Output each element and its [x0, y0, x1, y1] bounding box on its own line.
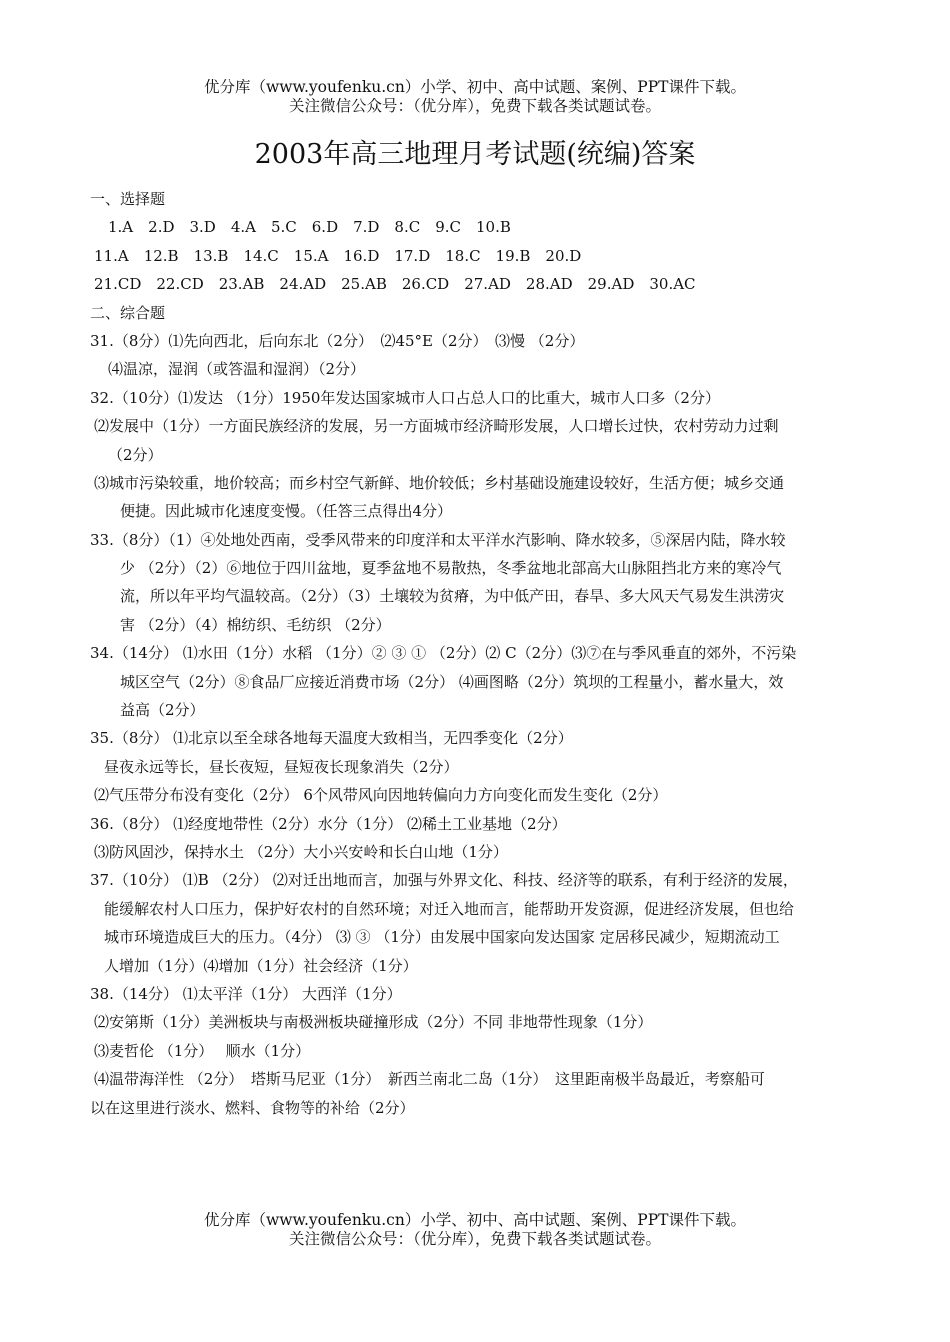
- header-line-2: 关注微信公众号：（优分库），免费下载各类试题试卷。: [288, 97, 661, 115]
- footer-line-1: 优分库（www.youfenku.cn）小学、初中、高中试题、案例、PPT课件下载。: [203, 1211, 747, 1229]
- answer-line: 便捷。因此城市化速度变慢。（任答三点得出4分）: [120, 502, 453, 521]
- answer-line: 能缓解农村人口压力，保护好农村的自然环境；对迁入地而言，能帮助开发资源，促进经济发展，但也给: [104, 899, 795, 918]
- answer-line: 少 （2分）（2）⑥地位于四川盆地，夏季盆地不易散热，冬季盆地北部高大山脉阻挡北方来的寒冷气: [120, 559, 782, 578]
- answer-line: 昼夜永远等长，昼长夜短，昼短夜长现象消失（2分）: [104, 757, 459, 776]
- answer-line: 益高（2分）: [120, 701, 205, 720]
- answer-line: ⑵安第斯（1分）美洲板块与南极洲板块碰撞形成（2分）不同 非地带性现象（1分）: [94, 1013, 653, 1032]
- document-title: 2003年高三地理月考试题(统编)答案: [254, 139, 696, 170]
- answer-line: 人增加（1分）⑷增加（1分）社会经济（1分）: [104, 956, 418, 975]
- answer-line: 21.CD 22.CD 23.AB 24.AD 25.AB 26.CD 27.AD 28.AD 29.AD 30.AC: [94, 275, 696, 294]
- answer-line: 32.（10分）⑴发达 （1分）1950年发达国家城市人口占总人口的比重大，城市人口多（2分）: [90, 388, 720, 407]
- footer-line-2: 关注微信公众号：（优分库），免费下载各类试题试卷。: [288, 1230, 661, 1248]
- page-header: [0, 78, 950, 116]
- header-line-1: 优分库（www.youfenku.cn）小学、初中、高中试题、案例、PPT课件下载。: [203, 78, 747, 96]
- answer-line: ⑵发展中（1分）一方面民族经济的发展，另一方面城市经济畸形发展，人口增长过快，农村劳动力过剩: [94, 417, 779, 436]
- answer-line: ⑷温带海洋性 （2分） 塔斯马尼亚（1分） 新西兰南北二岛（1分） 这里距南极半岛最近，考察船可: [94, 1070, 765, 1089]
- answer-line: 流，所以年平均气温较高。（2分）（3）土壤较为贫瘠，为中低产田，春旱、多大风天气易发生洪涝灾: [120, 587, 785, 606]
- answer-line: 二、综合题: [90, 303, 166, 322]
- answer-line: 以在这里进行淡水、燃料、食物等的补给（2分）: [90, 1098, 415, 1117]
- answer-line: 害 （2分）（4）棉纺织、毛纺织 （2分）: [120, 615, 391, 634]
- answer-line: 城市环境造成巨大的压力。（4分） ⑶ ③ （1分）由发展中国家向发达国家 定居移民减少，短期流动工: [104, 928, 780, 947]
- answer-line: 34.（14分） ⑴水田（1分）水稻 （1分）② ③ ① （2分）⑵ C（2分）⑶⑦在与季风垂直的郊外，不污染: [90, 644, 797, 663]
- answer-line: 33.（8分）（1）④处地处西南，受季风带来的印度洋和太平洋水汽影响、降水较多，⑤深居内陆，降水较: [90, 530, 786, 549]
- answer-line: 31.（8分）⑴先向西北，后向东北（2分） ⑵45°E（2分） ⑶慢 （2分）: [90, 331, 585, 350]
- answer-line: （2分）: [108, 445, 163, 464]
- answer-line: 37.（10分） ⑴B （2分） ⑵对迁出地而言，加强与外界文化、科技、经济等的联系，有利于经济的发展，: [90, 871, 798, 890]
- answer-line: 一、选择题: [90, 190, 166, 208]
- answer-line: ⑶麦哲伦 （1分） 顺水（1分）: [94, 1041, 311, 1060]
- answer-line: ⑷温凉，湿润（或答温和湿润）（2分）: [108, 360, 366, 379]
- answer-line: 36.（8分） ⑴经度地带性（2分）水分（1分） ⑵稀土工业基地（2分）: [90, 814, 567, 833]
- answer-line: ⑵气压带分布没有变化（2分） 6个风带风向因地转偏向力方向变化而发生变化（2分）: [94, 786, 668, 805]
- answer-content: [88, 185, 863, 1122]
- answer-line: 38.（14分） ⑴太平洋（1分） 大西洋（1分）: [90, 984, 402, 1003]
- page-footer: [0, 1211, 950, 1249]
- answer-line: 城区空气（2分）⑧食品厂应接近消费市场（2分） ⑷画图略（2分）筑坝的工程量小，蓄水量大，效: [120, 672, 784, 691]
- answer-line: ⑶城市污染较重，地价较高；而乡村空气新鲜、地价较低；乡村基础设施建设较好，生活方便；城乡交通: [94, 473, 785, 492]
- answer-line: 1.A 2.D 3.D 4.A 5.C 6.D 7.D 8.C 9.C 10.B: [108, 218, 511, 237]
- answer-line: ⑶防风固沙，保持水土 （2分）大小兴安岭和长白山地（1分）: [94, 842, 508, 861]
- answer-line: 11.A 12.B 13.B 14.C 15.A 16.D 17.D 18.C 19.B 20.D: [94, 246, 582, 265]
- answer-line: 35.（8分） ⑴北京以至全球各地每天温度大致相当，无四季变化（2分）: [90, 729, 573, 748]
